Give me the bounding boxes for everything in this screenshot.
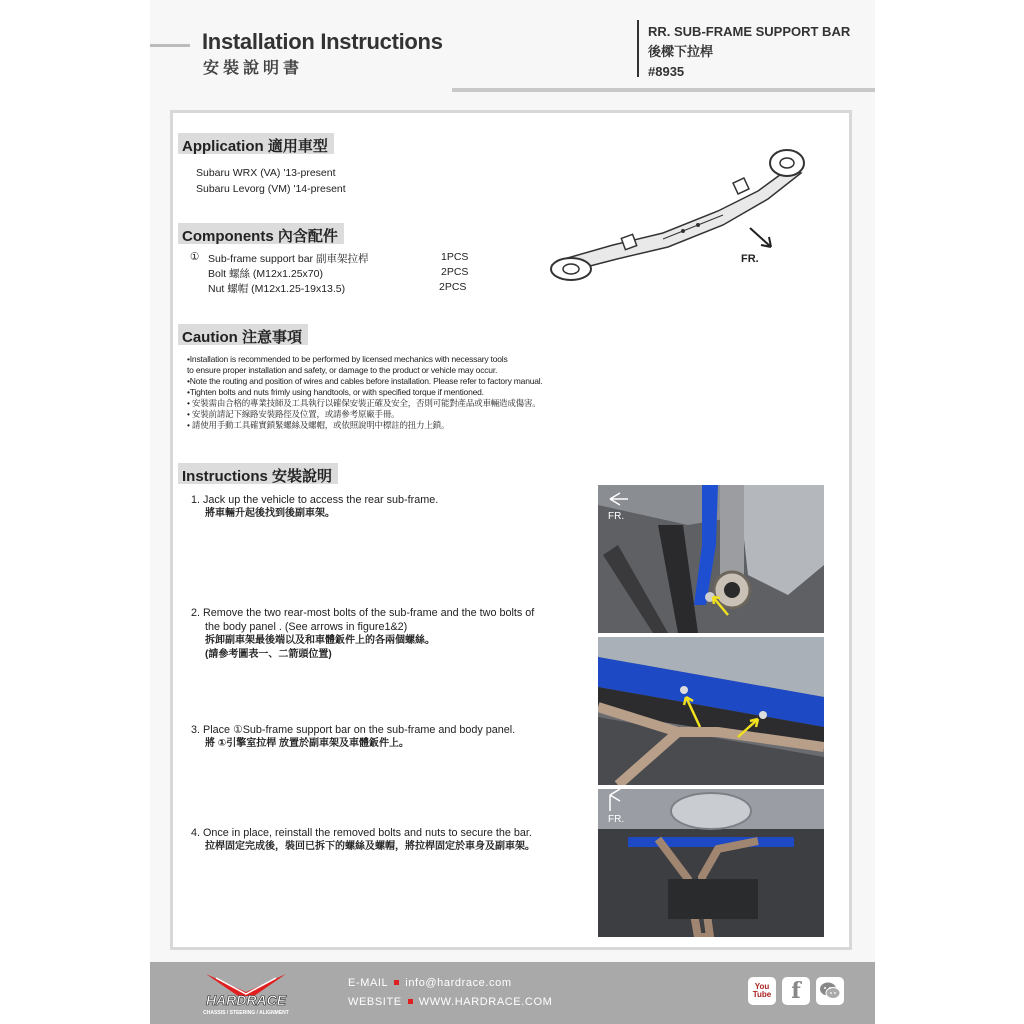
email-label: E-MAIL	[348, 977, 389, 989]
hardrace-logo	[176, 970, 316, 1016]
vehicle-1: Subaru WRX (VA) '13-present	[196, 167, 336, 179]
step-1-text-chinese: 將車輛升起後找到後副車架。	[205, 508, 335, 519]
product-code: #8935	[648, 64, 685, 79]
step-1-text: 1. Jack up the vehicle to access the rear sub-frame.	[191, 494, 439, 506]
facebook-icon[interactable]	[782, 977, 810, 1005]
website-link[interactable]: WWW.HARDRACE.COM	[418, 996, 553, 1008]
header-accent-line	[150, 44, 190, 47]
support-bar-diagram	[543, 133, 813, 293]
page-title: Installation Instructions	[202, 29, 443, 54]
step-2-text-cont: the body panel . (See arrows in figure1&2)	[205, 621, 408, 633]
component-2-qty: 2PCS	[441, 266, 469, 278]
figure-3-fr-label: FR.	[608, 814, 625, 825]
page-title-chinese: 安裝說明書	[203, 60, 304, 77]
product-info	[648, 22, 850, 82]
step-4	[191, 826, 535, 854]
front-direction-arrow	[750, 228, 771, 247]
step-2	[191, 606, 534, 662]
component-1-marker: ①	[190, 251, 200, 263]
header-rule	[452, 88, 875, 92]
step-3-text-chinese: 將 ①引擎室拉桿 放置於副車架及車體鈑件上。	[205, 738, 410, 749]
step-4-text-chinese: 拉桿固定完成後，裝回已拆下的螺絲及螺帽，將拉桿固定於車身及副車架。	[205, 841, 535, 852]
step-4-text: 4. Once in place, reinstall the removed bolts and nuts to secure the bar.	[191, 827, 532, 839]
caution-heading: Caution 注意事項	[178, 324, 308, 345]
website-label: WEBSITE	[348, 996, 402, 1008]
youtube-icon-text: You Tube	[752, 982, 772, 999]
content-frame	[170, 110, 852, 950]
caution-line-4: •Tighten bolts and nuts frimly using handtools, or with specified torque if mentioned.	[187, 387, 484, 397]
brand-tagline: CHASSIS / STEERING / ALIGNMENT	[203, 1010, 289, 1016]
vehicle-2: Subaru Levorg (VM) '14-present	[196, 183, 346, 195]
website-line	[348, 996, 552, 1008]
step-2-text: 2. Remove the two rear-most bolts of the sub-frame and the two bolts of	[191, 607, 535, 619]
bullet-icon	[408, 999, 413, 1004]
caution-line-7: • 請使用手動工具確實鎖緊螺絲及螺帽，或依照說明中標註的扭力上鎖。	[187, 420, 450, 430]
email-line	[348, 977, 512, 989]
caution-line-6: • 安裝前請記下線路安裝路徑及位置，或請參考原廠手冊。	[187, 409, 400, 419]
caution-line-5: • 安裝需由合格的專業技師及工具執行以確保安裝正確及安全，否則可能對產品或車輛造成傷害。	[187, 398, 541, 408]
figure-2-photo	[598, 637, 824, 785]
step-2-text-chinese-cont: (請參考圖表一、二箭頭位置)	[205, 649, 332, 660]
step-3-text: 3. Place ①Sub-frame support bar on the sub-frame and body panel.	[191, 724, 516, 736]
front-direction-label: FR.	[741, 253, 759, 265]
product-name: RR. SUB-FRAME SUPPORT BAR	[648, 24, 851, 39]
components-heading: Components 內含配件	[178, 223, 344, 244]
component-1-qty: 1PCS	[441, 251, 469, 263]
instructions-heading: Instructions 安裝說明	[178, 463, 338, 484]
support-bar-illustration	[551, 150, 804, 280]
step-3	[191, 723, 515, 751]
caution-line-2: to ensure proper installation and safety, or damage to the product or vehicle may occur.	[187, 365, 498, 375]
step-1	[191, 493, 438, 521]
step-2-text-chinese: 拆卸副車架最後端以及和車體鈑件上的各兩個螺絲。	[205, 635, 435, 646]
bullet-icon	[394, 980, 399, 985]
product-name-chinese: 後樑下拉桿	[648, 44, 714, 59]
wechat-icon[interactable]	[816, 977, 844, 1005]
caution-line-1: •Installation is recommended to be performed by licensed mechanics with necessary tools	[187, 354, 508, 364]
instruction-sheet	[150, 0, 875, 1024]
caution-line-3: •Note the routing and position of wires and cables before installation. Please refer to factory manual.	[187, 376, 543, 386]
footer	[150, 962, 875, 1024]
figure-3-photo	[598, 789, 824, 937]
component-3-qty: 2PCS	[439, 281, 467, 293]
component-2-name: Bolt 螺絲 (M12x1.25x70)	[208, 268, 323, 280]
header-divider	[637, 20, 639, 77]
email-link[interactable]: info@hardrace.com	[405, 977, 512, 989]
youtube-icon[interactable]	[748, 977, 776, 1005]
application-heading: Application 適用車型	[178, 133, 334, 154]
facebook-icon-glyph: f	[791, 978, 801, 1004]
component-3-name: Nut 螺帽 (M12x1.25-19x13.5)	[208, 283, 346, 295]
component-1-name: Sub-frame support bar 副車架拉桿	[208, 253, 369, 265]
brand-name: HARDRACE	[205, 992, 287, 1008]
figure-1-photo	[598, 485, 824, 633]
figure-1-fr-label: FR.	[608, 511, 625, 522]
